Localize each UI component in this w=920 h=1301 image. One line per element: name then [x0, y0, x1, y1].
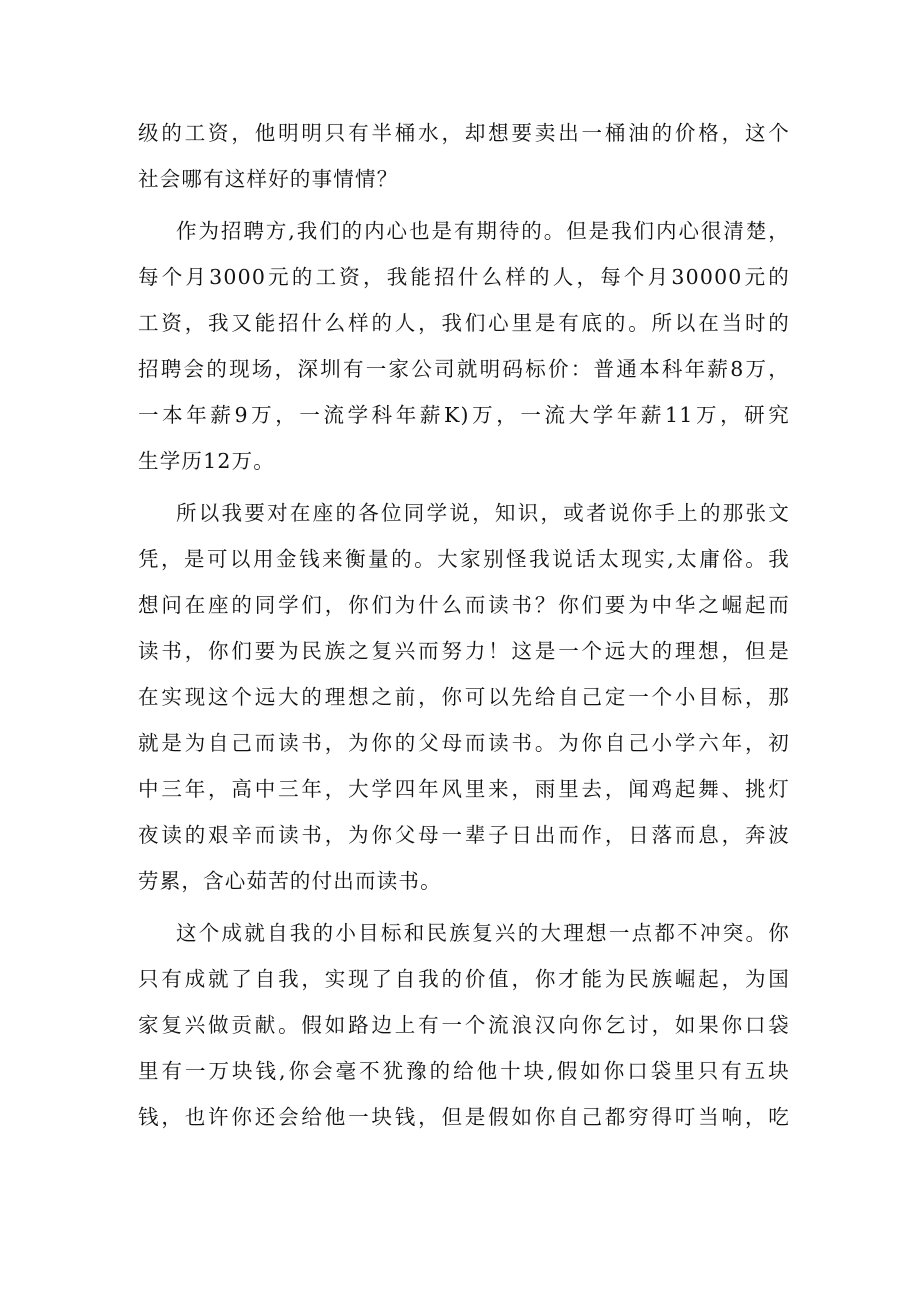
text-line: 所以我要对在座的各位同学说，知识，或者说你手上的那张文 [176, 501, 790, 525]
paragraph-1 [138, 110, 790, 202]
paragraph-3 [138, 490, 790, 904]
text-line: 钱，也许你还会给他一块钱，但是假如你自己都穷得叮当响，吃 [138, 1105, 790, 1129]
paragraph-2 [138, 208, 790, 484]
text-line: 中三年，高中三年，大学四年风里来，雨里去，闻鸡起舞、挑灯 [138, 777, 790, 801]
text-line: 一本年薪9万，一流学科年薪K)万，一流大学年薪11万，研究 [138, 403, 790, 427]
text-line: 凭，是可以用金钱来衡量的。大家别怪我说话太现实,太庸俗。我 [138, 547, 790, 571]
text-line: 这个成就自我的小目标和民族复兴的大理想一点都不冲突。你 [176, 921, 790, 945]
text-line: 里有一万块钱,你会毫不犹豫的给他十块,假如你口袋里只有五块 [138, 1059, 790, 1083]
text-line: 就是为自己而读书，为你的父母而读书。为你自己小学六年，初 [138, 731, 790, 755]
text-line: 工资，我又能招什么样的人，我们心里是有底的。所以在当时的 [138, 311, 790, 335]
text-line: 只有成就了自我，实现了自我的价值，你才能为民族崛起，为国 [138, 967, 790, 991]
text-line: 每个月3000元的工资，我能招什么样的人，每个月30000元的 [138, 265, 790, 289]
text-line: 社会哪有这样好的事情情？ [138, 167, 399, 191]
text-line: 生学历12万。 [138, 449, 275, 473]
text-line: 招聘会的现场，深圳有一家公司就明码标价：普通本科年薪8万， [138, 357, 790, 381]
text-line: 在实现这个远大的理想之前，你可以先给自己定一个小目标，那 [138, 685, 790, 709]
text-line: 级的工资，他明明只有半桶水，却想要卖出一桶油的价格，这个 [138, 121, 790, 145]
text-line: 作为招聘方,我们的内心也是有期待的。但是我们内心很清楚， [176, 219, 790, 243]
text-line: 想问在座的同学们，你们为什么而读书？你们要为中华之崛起而 [138, 593, 790, 617]
paragraph-4 [138, 910, 790, 1140]
text-line: 夜读的艰辛而读书，为你父母一辈子日出而作，日落而息，奔波 [138, 823, 790, 847]
document-body [138, 110, 790, 1140]
text-line: 劳累，含心茹苦的付出而读书。 [138, 869, 442, 893]
text-line: 读书，你们要为民族之复兴而努力！这是一个远大的理想，但是 [138, 639, 790, 663]
text-line: 家复兴做贡献。假如路边上有一个流浪汉向你乞讨，如果你口袋 [138, 1013, 790, 1037]
